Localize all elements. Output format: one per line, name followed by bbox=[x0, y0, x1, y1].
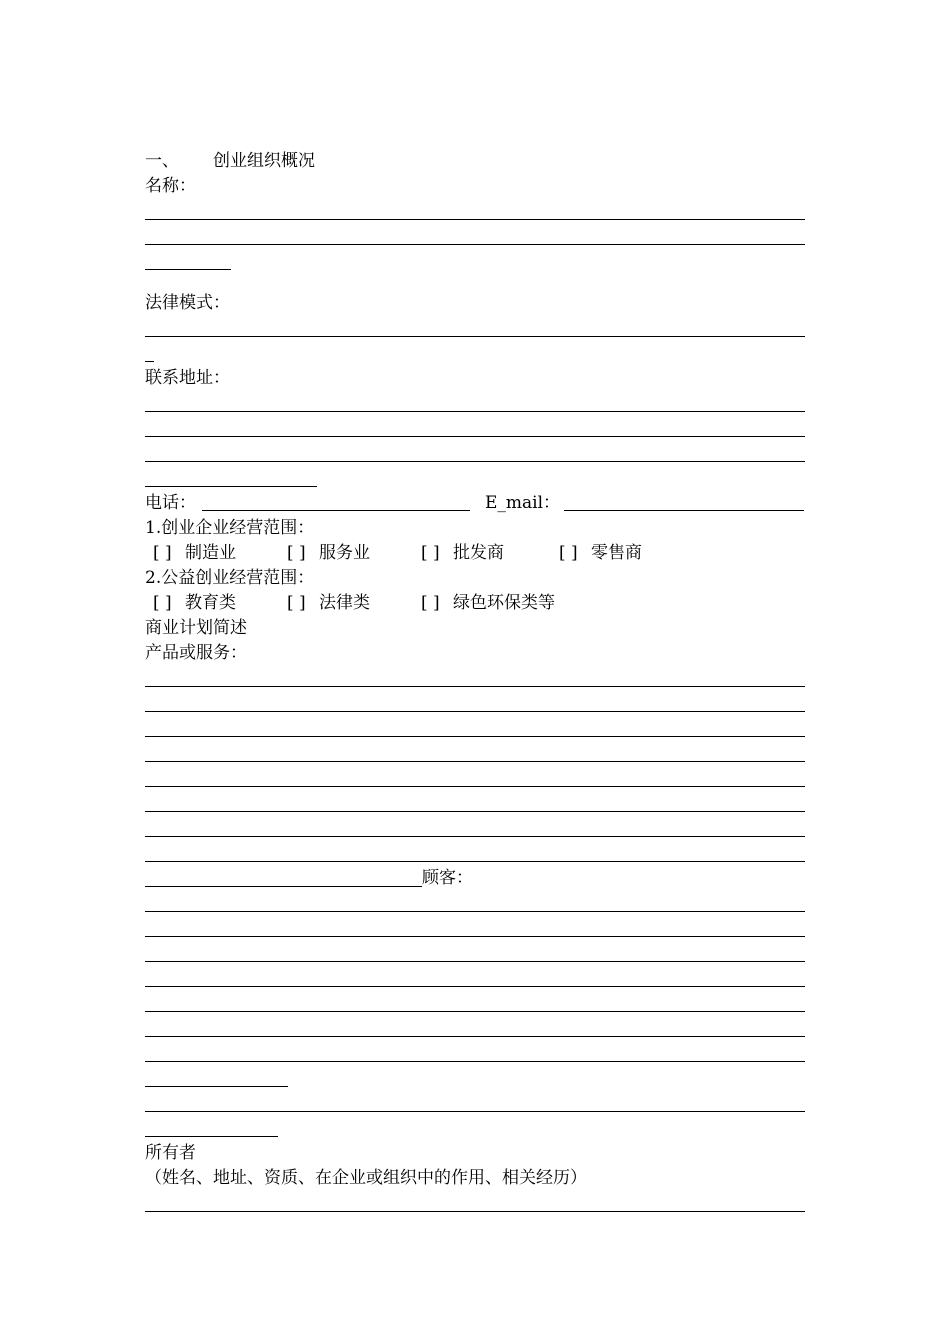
customer-line-9[interactable] bbox=[145, 1091, 805, 1116]
phone-label: 电话： bbox=[145, 493, 196, 513]
owner-hint-row bbox=[145, 1166, 805, 1191]
scope1-option-wholesale[interactable]: [ ] 批发商 bbox=[413, 541, 551, 566]
scope2-options bbox=[145, 591, 805, 616]
customer-line-6[interactable] bbox=[145, 1016, 805, 1041]
contact-row bbox=[145, 491, 805, 516]
customer-line-10[interactable] bbox=[145, 1116, 805, 1141]
owner-line-1[interactable] bbox=[145, 1191, 805, 1216]
email-label: E_mail： bbox=[485, 493, 561, 513]
customer-line-7[interactable] bbox=[145, 1041, 805, 1066]
product-line-2[interactable] bbox=[145, 691, 805, 716]
customer-line-2[interactable] bbox=[145, 916, 805, 941]
customer-line-1[interactable] bbox=[145, 891, 805, 916]
name-line-2[interactable] bbox=[145, 224, 805, 249]
product-label: 产品或服务： bbox=[145, 643, 247, 663]
scope2-label: 2.公益创业经营范围： bbox=[145, 568, 315, 588]
scope1-options bbox=[145, 541, 805, 566]
scope2-option-green[interactable]: [ ] 绿色环保类等 bbox=[413, 591, 555, 616]
scope2-label-row bbox=[145, 566, 805, 591]
legal-mode-label: 法律模式： bbox=[145, 293, 230, 313]
scope1-label: 1.创业企业经营范围： bbox=[145, 518, 315, 538]
address-line-3[interactable] bbox=[145, 441, 805, 466]
scope1-label-row bbox=[145, 516, 805, 541]
plan-title-row bbox=[145, 616, 805, 641]
checkbox[interactable]: [ ] bbox=[287, 593, 306, 613]
customer-row bbox=[145, 866, 805, 891]
checkbox[interactable]: [ ] bbox=[559, 543, 578, 563]
product-line-9[interactable] bbox=[145, 886, 422, 887]
customer-line-8[interactable] bbox=[145, 1066, 805, 1091]
owner-title-row bbox=[145, 1141, 805, 1166]
product-line-3[interactable] bbox=[145, 716, 805, 741]
section-title: 创业组织概况 bbox=[213, 151, 315, 171]
section-number: 一、 bbox=[145, 151, 179, 171]
legal-line-1[interactable] bbox=[145, 316, 805, 341]
plan-title: 商业计划简述 bbox=[145, 618, 247, 638]
customer-line-5[interactable] bbox=[145, 991, 805, 1016]
scope1-option-service[interactable]: [ ] 服务业 bbox=[279, 541, 413, 566]
name-label-row bbox=[145, 174, 805, 199]
scope2-option-education[interactable]: [ ] 教育类 bbox=[145, 591, 279, 616]
customer-label: 顾客： bbox=[422, 868, 473, 888]
product-line-8[interactable] bbox=[145, 841, 805, 866]
product-line-7[interactable] bbox=[145, 816, 805, 841]
address-label-row bbox=[145, 366, 805, 391]
checkbox[interactable]: [ ] bbox=[421, 543, 440, 563]
owner-hint: （姓名、地址、资质、在企业或组织中的作用、相关经历） bbox=[145, 1168, 587, 1188]
customer-line-3[interactable] bbox=[145, 941, 805, 966]
product-line-5[interactable] bbox=[145, 766, 805, 791]
email-field[interactable] bbox=[564, 493, 804, 511]
legal-line-2[interactable] bbox=[145, 341, 805, 366]
address-line-1[interactable] bbox=[145, 391, 805, 416]
scope1-option-manufacturing[interactable]: [ ] 制造业 bbox=[145, 541, 279, 566]
form-content bbox=[145, 149, 805, 1216]
checkbox[interactable]: [ ] bbox=[153, 543, 172, 563]
product-line-4[interactable] bbox=[145, 741, 805, 766]
owner-title: 所有者 bbox=[145, 1143, 196, 1163]
scope2-option-legal[interactable]: [ ] 法律类 bbox=[279, 591, 413, 616]
product-label-row bbox=[145, 641, 805, 666]
address-line-4[interactable] bbox=[145, 466, 805, 491]
section-heading bbox=[145, 149, 805, 174]
checkbox[interactable]: [ ] bbox=[421, 593, 440, 613]
customer-line-4[interactable] bbox=[145, 966, 805, 991]
checkbox[interactable]: [ ] bbox=[287, 543, 306, 563]
product-line-1[interactable] bbox=[145, 666, 805, 691]
address-label: 联系地址： bbox=[145, 368, 230, 388]
checkbox[interactable]: [ ] bbox=[153, 593, 172, 613]
name-line-3[interactable] bbox=[145, 249, 805, 274]
product-line-6[interactable] bbox=[145, 791, 805, 816]
name-label: 名称： bbox=[145, 176, 196, 196]
address-line-2[interactable] bbox=[145, 416, 805, 441]
legal-label-row bbox=[145, 291, 805, 316]
name-line-1[interactable] bbox=[145, 199, 805, 224]
phone-field[interactable] bbox=[202, 493, 470, 511]
scope1-option-retail[interactable]: [ ] 零售商 bbox=[551, 541, 642, 566]
